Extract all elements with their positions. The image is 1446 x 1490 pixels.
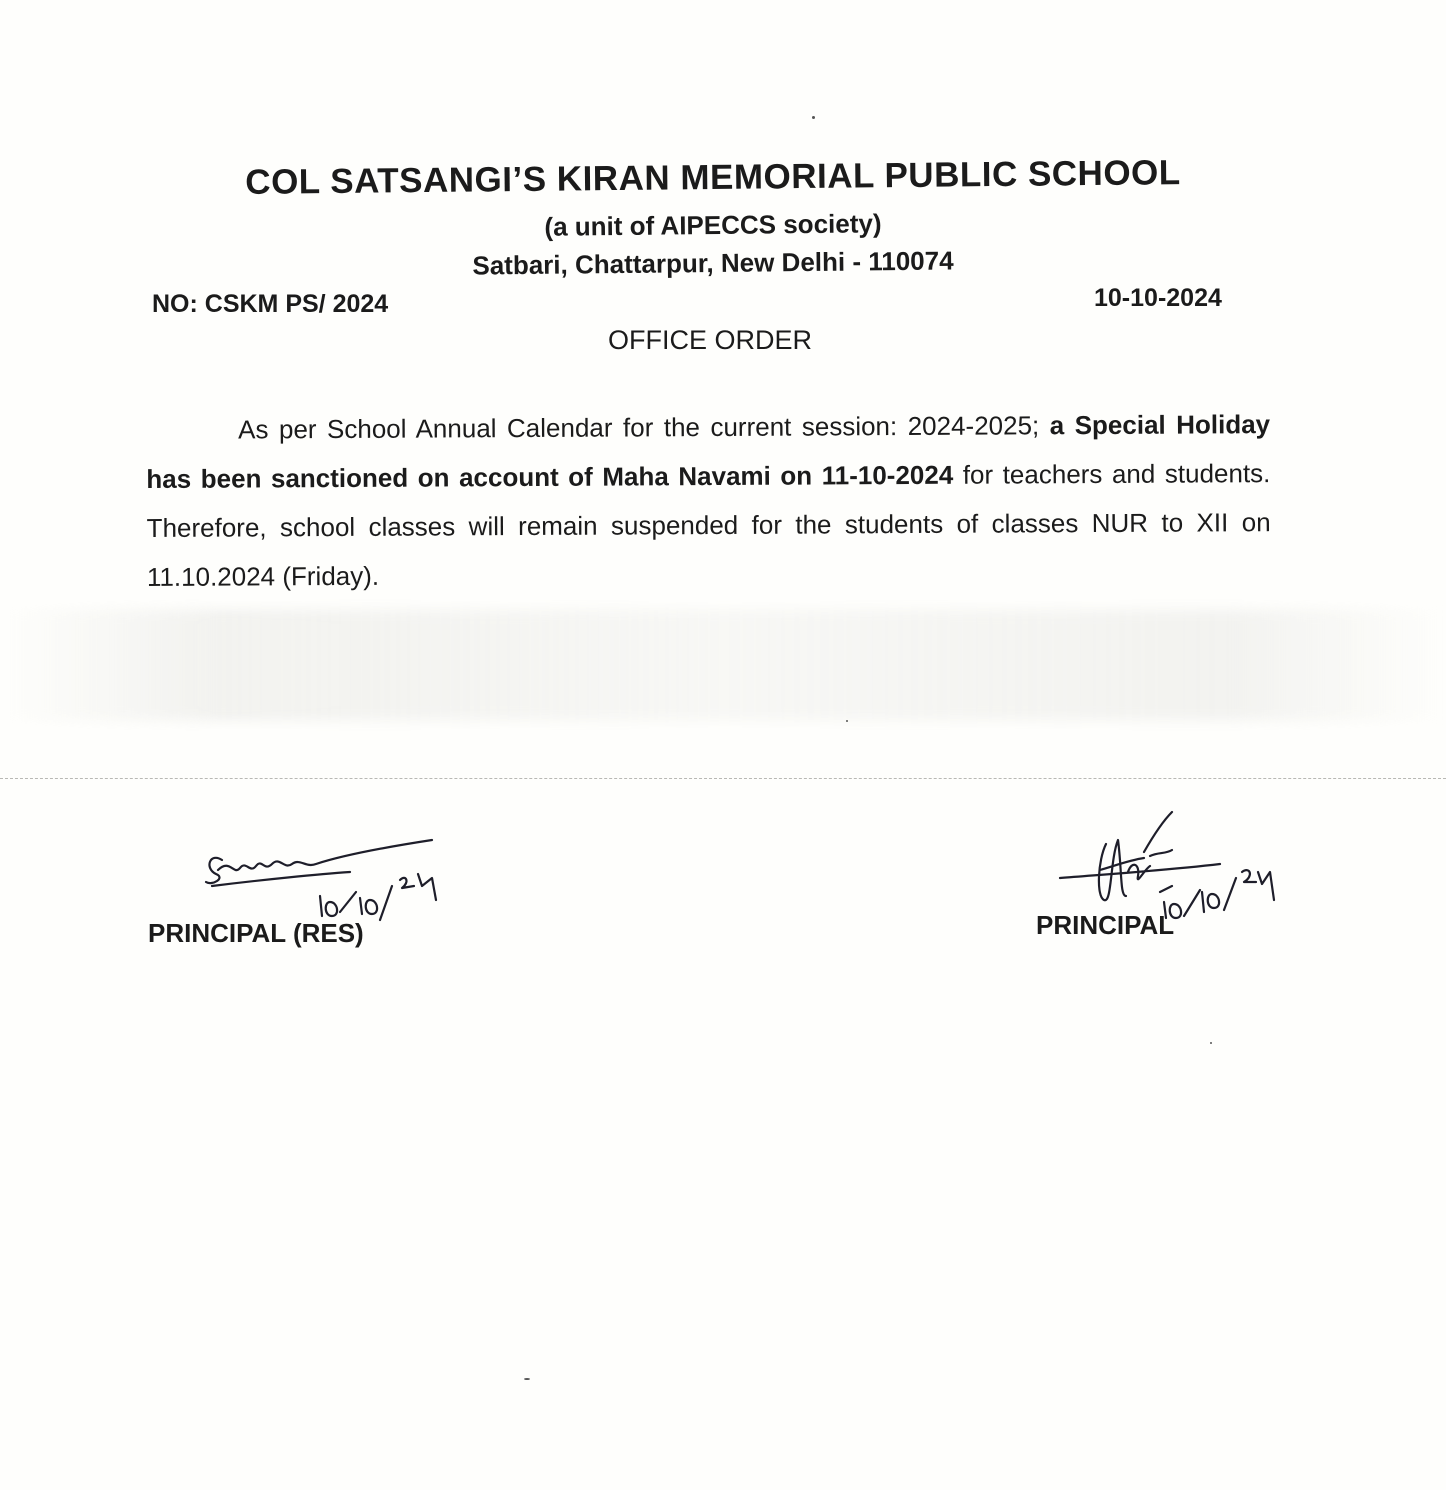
order-title: OFFICE ORDER — [607, 325, 812, 355]
signature-label-principal-res: PRINCIPAL (RES) — [148, 918, 364, 948]
paper-fold-line — [0, 778, 1446, 779]
body-text-part2: for teachers and students. Therefore, school classes will remain suspended for the students of classes NUR to XII on 11.10.2024 (Friday). — [146, 458, 1271, 592]
order-body — [146, 400, 1271, 602]
school-address: Satbari, Chattarpur, New Delhi - 110074 — [472, 245, 954, 281]
reference-number: NO: CSKM PS/ 2024 — [152, 290, 389, 318]
ink-speck — [846, 720, 848, 722]
school-unit: (a unit of AIPECCS society) — [544, 208, 882, 242]
body-text-bold: a Special Holiday has been sanctioned on account of Maha Navami on 11-10-2024 — [146, 409, 1271, 494]
ink-speck — [524, 1378, 530, 1380]
document-date: 10-10-2024 — [1094, 284, 1222, 312]
ink-speck — [1210, 1042, 1212, 1044]
school-name: COL SATSANGI’S KIRAN MEMORIAL PUBLIC SCHOOL — [245, 153, 1181, 202]
body-text-part1: As per School Annual Calendar for the current session: 2024-2025; — [238, 410, 1050, 445]
signature-label-principal: PRINCIPAL — [1036, 910, 1175, 940]
ink-speck — [812, 116, 815, 119]
paper-shadow — [0, 610, 1446, 720]
